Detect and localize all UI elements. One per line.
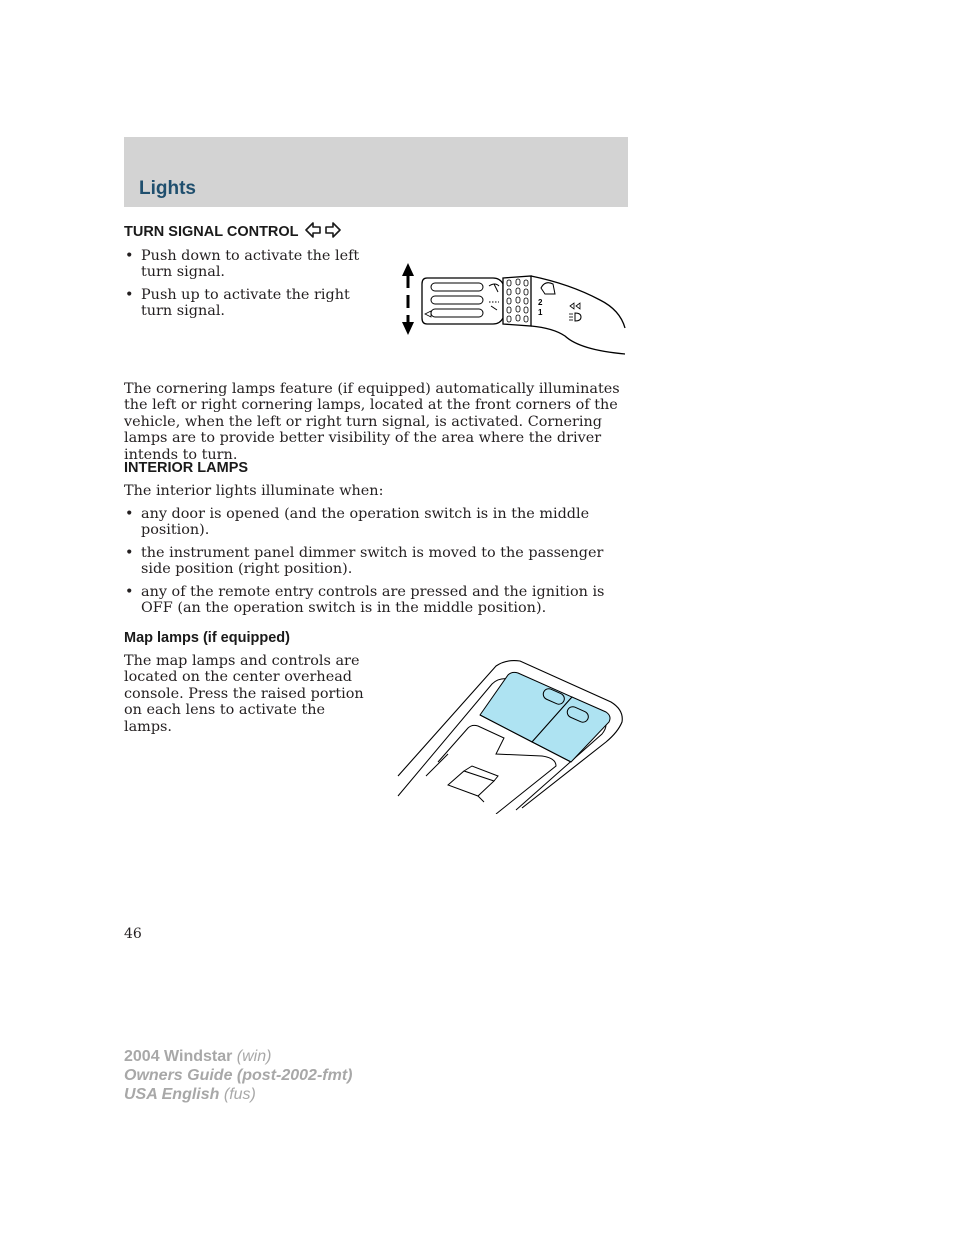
footer-language-code: (fus) — [223, 1086, 256, 1103]
overhead-console-illustration — [396, 658, 628, 814]
interior-lamps-intro: The interior lights illuminate when: — [124, 483, 384, 499]
section-title: Lights — [139, 178, 196, 199]
map-lamps-paragraph: The map lamps and controls are located on the center overhead console. Press the raised portion on each lens to activate the lamps. — [124, 653, 364, 735]
interior-lamps-heading: INTERIOR LAMPS — [124, 460, 249, 476]
footer-model-code: (win) — [236, 1048, 272, 1065]
footer-language: USA English — [124, 1086, 220, 1103]
map-lamps-heading: Map lamps (if equipped) — [124, 630, 290, 646]
turn-arrows-icon — [305, 222, 341, 238]
footer-guide: Owners Guide (post-2002-fmt) — [124, 1067, 353, 1084]
page-number: 46 — [124, 926, 142, 942]
interior-lamps-bullets — [124, 506, 624, 616]
turn-signal-heading — [124, 222, 341, 240]
turn-signal-stalk-illustration — [395, 258, 630, 358]
list-item: • the instrument panel dimmer switch is moved to the passenger side position (right position). — [124, 545, 624, 578]
document-footer — [124, 1047, 352, 1104]
headlamp-icon — [575, 313, 581, 321]
turn-signal-bullets — [124, 248, 384, 320]
list-item: • any of the remote entry controls are pressed and the ignition is OFF (an the operation switch is in the middle position). — [124, 584, 624, 617]
wiper-speed-1-label: 1 — [538, 308, 543, 317]
turn-signal-heading-text: TURN SIGNAL CONTROL — [124, 224, 299, 240]
cornering-lamps-paragraph: The cornering lamps feature (if equipped) automatically illuminates the left or right cornering lamps, located at the front corners of the vehicle, when the left or right turn signal, is activated. Cornering lamps are to provide better visibility of the area where the driver intends to turn. — [124, 381, 620, 463]
list-item: • any door is opened (and the operation switch is in the middle position). — [124, 506, 624, 539]
washer-icon — [541, 283, 555, 294]
list-item: • Push up to activate the right turn signal. — [124, 287, 384, 320]
section-header-band — [124, 137, 628, 207]
operation-switch[interactable] — [448, 771, 494, 796]
list-item: • Push down to activate the left turn signal. — [124, 248, 384, 281]
wiper-speed-2-label: 2 — [538, 298, 543, 307]
footer-model: 2004 Windstar — [124, 1048, 233, 1065]
